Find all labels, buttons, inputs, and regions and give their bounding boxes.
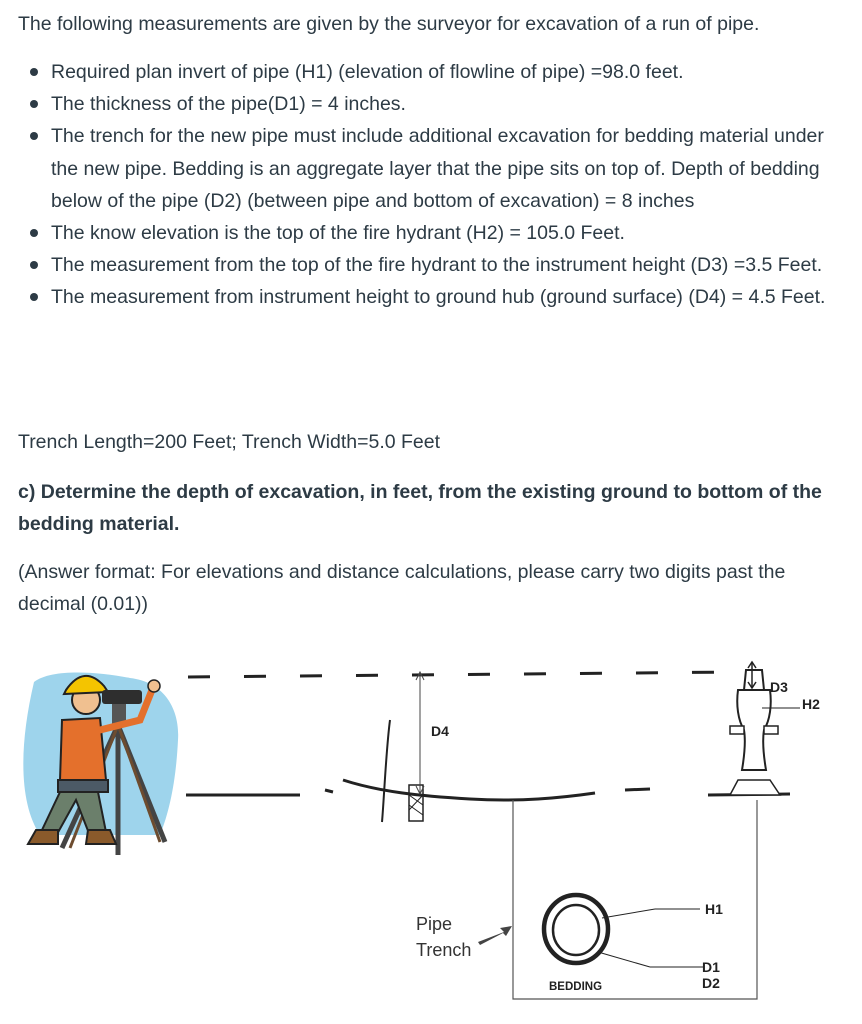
intro-text: The following measurements are given by the surveyor for excavation of a run of pipe. xyxy=(18,13,760,35)
d4-label: D4 xyxy=(431,723,449,739)
d3-label: D3 xyxy=(770,679,788,695)
list-item: The measurement from the top of the fire hydrant to the instrument height (D3) =3.5 Feet. xyxy=(18,249,838,281)
list-item: The measurement from instrument height to ground hub (ground surface) (D4) = 4.5 Feet. xyxy=(18,281,838,313)
surveyor-illustration xyxy=(23,673,178,856)
list-item: The know elevation is the top of the fire hydrant (H2) = 105.0 Feet. xyxy=(18,217,838,249)
bedding-label: BEDDING xyxy=(549,981,603,993)
question-text: c) Determine the depth of excavation, in feet, from the existing ground to bottom of the bedding material. xyxy=(18,481,822,535)
trench-label: Trench xyxy=(416,940,472,960)
h2-label: H2 xyxy=(802,696,820,712)
pipe-icon xyxy=(544,895,608,963)
instrument-height-line xyxy=(188,672,740,677)
list-item: The trench for the new pipe must include additional excavation for bedding material under the new pipe. Bedding is an aggregate layer that the pipe sits on top of. Depth of bedding below of the pipe (D2) (between pipe and bottom of excavation) = 8 inches xyxy=(18,120,838,217)
level-rod xyxy=(382,720,423,822)
d1-label: D1 xyxy=(702,959,720,975)
survey-diagram xyxy=(0,630,862,1024)
ground-surface-line xyxy=(186,780,790,800)
measurement-list xyxy=(18,56,838,314)
trench-outline xyxy=(513,800,757,999)
list-item: The thickness of the pipe(D1) = 4 inches. xyxy=(18,88,838,120)
pipe-label: Pipe xyxy=(416,914,453,934)
answer-format-text: (Answer format: For elevations and distance calculations, please carry two digits past the decimal (0.01)) xyxy=(18,561,786,615)
d2-label: D2 xyxy=(702,975,720,991)
trench-dimensions: Trench Length=200 Feet; Trench Width=5.0 Feet xyxy=(18,431,441,453)
arrow-icon xyxy=(478,926,512,945)
list-item: Required plan invert of pipe (H1) (elevation of flowline of pipe) =98.0 feet. xyxy=(18,56,838,88)
h1-label: H1 xyxy=(705,901,723,917)
